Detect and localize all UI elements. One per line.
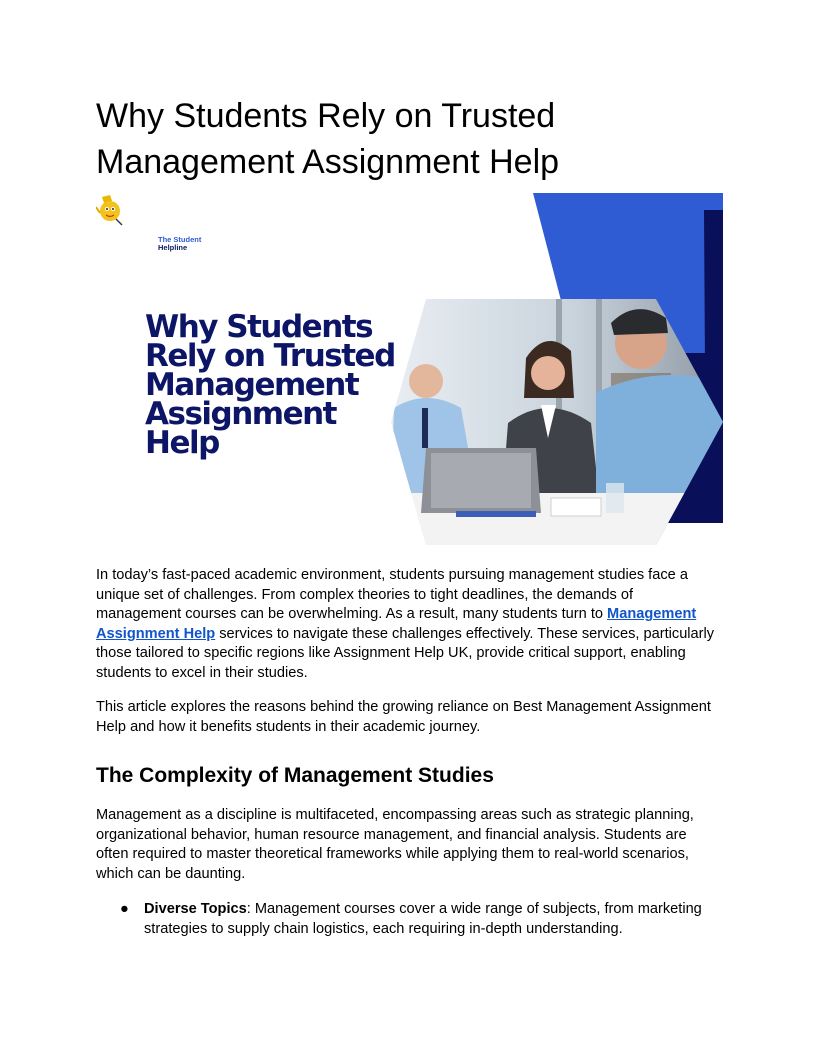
document-title: [96, 93, 720, 185]
intro-text-after: services to navigate these challenges effectively. These services, particularly those tailored to specific regions like Assignment Help UK, provide critical support, enabling students to excel in their studies.: [96, 625, 715, 681]
hero-banner-image: [96, 193, 723, 545]
intro-text-before: In today’s fast-paced academic environment, students pursuing management studies face a unique set of challenges. From complex theories to tight deadlines, the demands of management courses can be overwhelming. As a result, many students turn to: [96, 567, 688, 623]
banner-heading: [145, 309, 405, 461]
banner-heading-line: Help: [145, 425, 219, 461]
management-assignment-help-link[interactable]: Management Assignment Help: [96, 606, 697, 642]
bullet-label: Diverse Topics: [144, 901, 247, 917]
section-heading: The Complexity of Management Studies: [96, 764, 494, 787]
title-line-1: Why Students Rely on Trusted: [96, 97, 556, 135]
title-line-2: Management Assignment Help: [96, 143, 560, 181]
banner-heading-line: Why Students: [145, 309, 373, 345]
banner-heading-line: Rely on Trusted: [145, 338, 395, 374]
logo-line-2: Helpline: [158, 243, 188, 252]
section-body-paragraph: Management as a discipline is multifaceted, encompassing areas such as strategic planning, organizational behavior, human resource management, and financial analysis. Students are often required to master theoretical frameworks while applying them to real-world scenarios, which can be daunting.: [96, 807, 694, 882]
article-purpose-paragraph: This article explores the reasons behind the growing reliance on Best Management Assignment Help and how it benefits students in their academic journey.: [96, 699, 711, 735]
bullet-icon: ●: [120, 901, 129, 917]
office-meeting-photo: [386, 293, 723, 545]
logo-line-1: The Student: [158, 235, 202, 244]
banner-heading-line: Assignment: [145, 396, 336, 432]
logo-wordmark: [158, 236, 201, 252]
student-helpline-logo: [96, 193, 166, 227]
intro-paragraph: [96, 566, 720, 684]
bullet-text: : Management courses cover a wide range of subjects, from marketing strategies to supply chain logistics, each requiring in-depth understanding.: [144, 901, 702, 937]
bullet-list: [96, 900, 720, 939]
list-item: [96, 900, 720, 939]
banner-heading-line: Management: [145, 367, 359, 403]
